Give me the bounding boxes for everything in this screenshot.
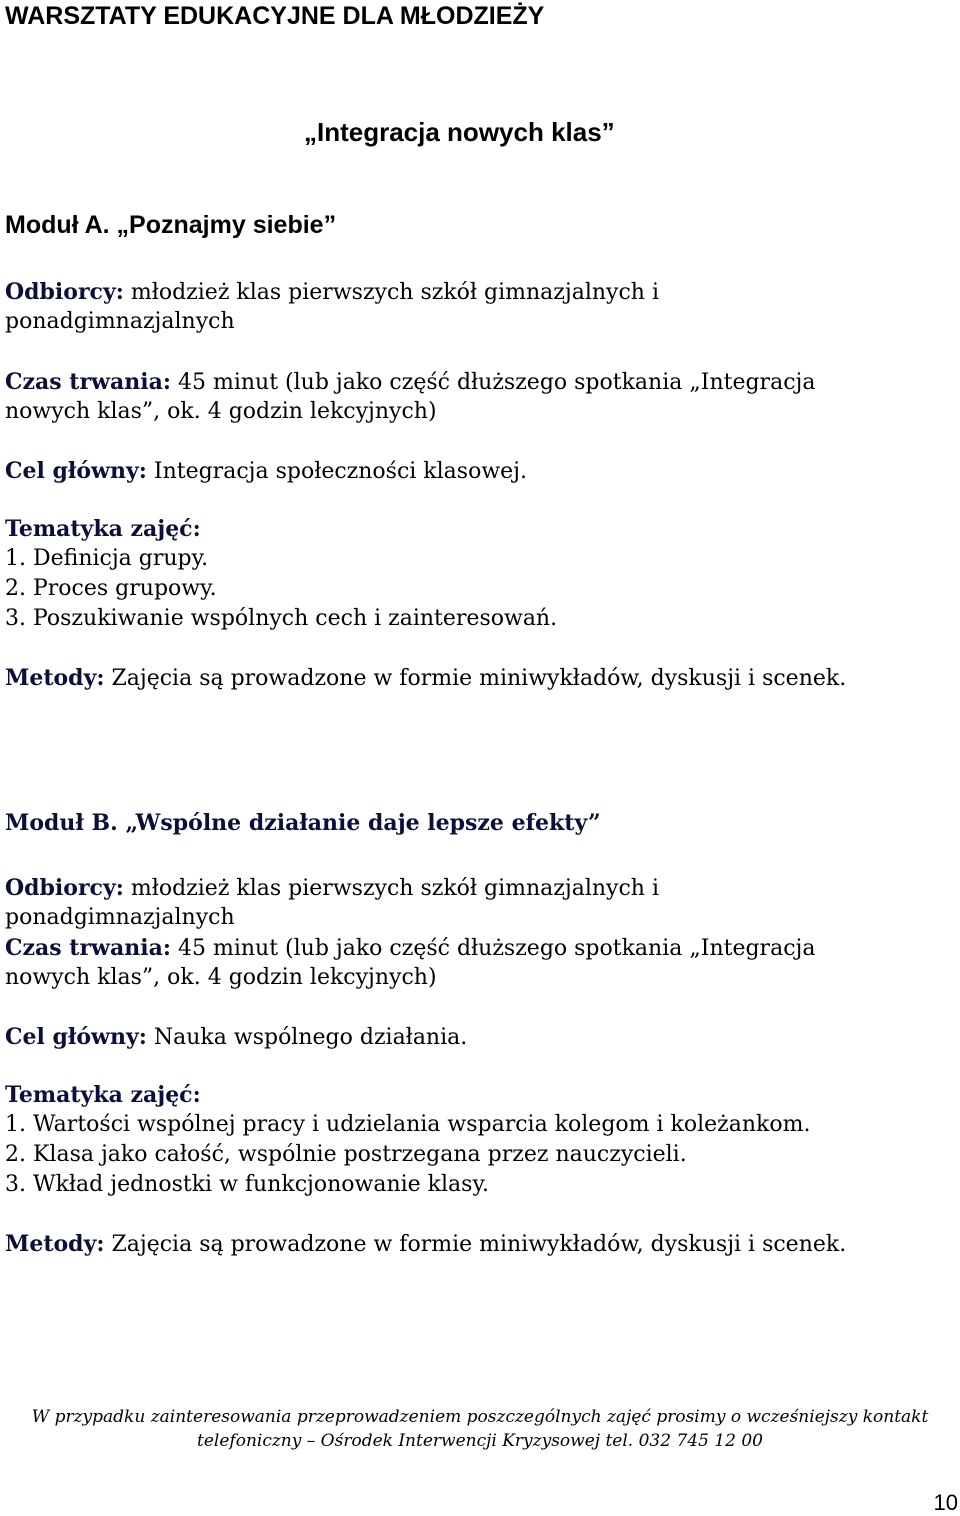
- module-a-topic-3: 3. Poszukiwanie wspólnych cech i zainteresowań.: [5, 606, 558, 631]
- module-b-topic-2: 2. Klasa jako całość, wspólnie postrzegana przez nauczycieli.: [5, 1142, 687, 1167]
- module-a-odbiorcy: [5, 277, 659, 308]
- footer-note-line-1: W przypadku zainteresowania przeprowadzeniem poszczególnych zajęć prosimy o wcześniejszy kontakt: [31, 1407, 929, 1427]
- module-b-metody: [5, 1229, 846, 1260]
- metody-text: Zajęcia są prowadzone w formie miniwykładów, dyskusji i scenek.: [104, 666, 847, 691]
- cel-label: Cel główny:: [5, 458, 147, 484]
- footer-note-line-2: telefoniczny – Ośrodek Interwencji Kryzysowej tel. 032 745 12 00: [197, 1431, 763, 1451]
- metody-label: Metody:: [5, 1231, 105, 1257]
- module-b-odbiorcy-cont: ponadgimnazjalnych: [5, 905, 235, 930]
- metody-text: Zajęcia są prowadzone w formie miniwykładów, dyskusji i scenek.: [104, 1232, 847, 1257]
- module-b-tematyka-label: Tematyka zajęć:: [5, 1082, 201, 1108]
- cel-text: Nauka wspólnego działania.: [146, 1025, 468, 1050]
- czas-text: 45 minut (lub jako część dłuższego spotkania „Integracja: [170, 370, 816, 395]
- module-a-heading: Moduł A. „Poznajmy siebie”: [5, 211, 337, 239]
- cel-label: Cel główny:: [5, 1024, 147, 1050]
- module-b-cel: [5, 1022, 467, 1053]
- module-a-topic-2: 2. Proces grupowy.: [5, 576, 217, 601]
- module-b-czas-cont: nowych klas”, ok. 4 godzin lekcyjnych): [5, 965, 437, 990]
- module-b-odbiorcy: [5, 873, 659, 904]
- module-a-czas: [5, 367, 815, 398]
- czas-label: Czas trwania:: [5, 369, 171, 395]
- module-a-cel: [5, 456, 527, 487]
- module-a-tematyka-label: Tematyka zajęć:: [5, 516, 201, 542]
- module-a-topic-1: 1. Definicja grupy.: [5, 546, 209, 571]
- odbiorcy-label: Odbiorcy:: [5, 875, 124, 901]
- module-b-czas: [5, 933, 815, 964]
- odbiorcy-label: Odbiorcy:: [5, 279, 124, 305]
- module-b-topic-1: 1. Wartości wspólnej pracy i udzielania wsparcia kolegom i koleżankom.: [5, 1112, 811, 1137]
- document-title: „Integracja nowych klas”: [304, 117, 615, 147]
- document-header: WARSZTATY EDUKACYJNE DLA MŁODZIEŻY: [5, 2, 545, 30]
- module-a-odbiorcy-cont: ponadgimnazjalnych: [5, 309, 235, 334]
- metody-label: Metody:: [5, 665, 105, 691]
- odbiorcy-text: młodzież klas pierwszych szkół gimnazjalnych i: [123, 876, 659, 901]
- module-b-topic-3: 3. Wkład jednostki w funkcjonowanie klasy.: [5, 1172, 489, 1197]
- cel-text: Integracja społeczności klasowej.: [146, 459, 527, 484]
- module-b-heading: Moduł B. „Wspólne działanie daje lepsze efekty”: [5, 810, 601, 836]
- page-number: 10: [933, 1490, 958, 1515]
- module-a-metody: [5, 663, 846, 694]
- czas-text: 45 minut (lub jako część dłuższego spotkania „Integracja: [170, 936, 816, 961]
- czas-label: Czas trwania:: [5, 935, 171, 961]
- module-a-czas-cont: nowych klas”, ok. 4 godzin lekcyjnych): [5, 399, 437, 424]
- odbiorcy-text: młodzież klas pierwszych szkół gimnazjalnych i: [123, 280, 659, 305]
